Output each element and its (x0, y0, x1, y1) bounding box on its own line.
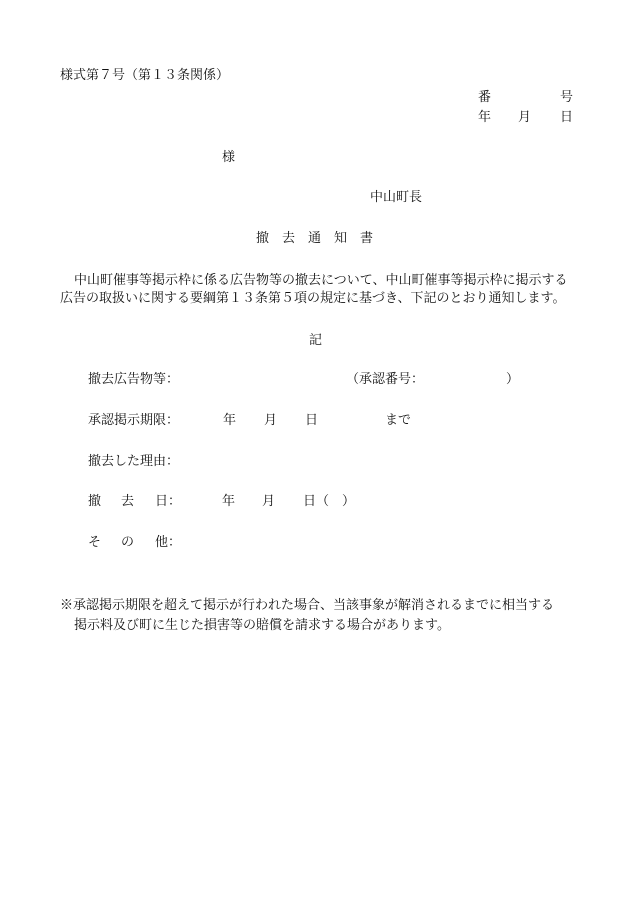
item-deadline-until: まで (385, 413, 412, 428)
ki-heading: 記 (309, 333, 323, 348)
item-removal-reason-label: 撤去した理由： (88, 454, 180, 469)
document-title: 撤 去 通 知 書 (256, 231, 374, 246)
item-deadline-year: 年 (223, 413, 237, 428)
item-removal-date-label-b: 去 (121, 494, 135, 509)
item-deadline-day: 日 (305, 413, 319, 428)
date-year: 年 (478, 110, 492, 125)
item-removal-year: 年 (222, 494, 236, 509)
item-deadline-month: 月 (264, 413, 278, 428)
number-suffix: 号 (560, 90, 574, 105)
item-approval-deadline-label: 承認掲示期限： (88, 413, 180, 428)
item-other-label-a: そ (88, 535, 102, 550)
item-removal-month: 月 (262, 494, 276, 509)
item-other-label-b: の (121, 535, 135, 550)
addressee-suffix: 様 (222, 150, 236, 165)
date-day: 日 (560, 110, 574, 125)
notice-line-1: ※承認掲示期限を超えて掲示が行われた場合、当該事象が解消されるまでに相当する (60, 598, 555, 613)
item-approval-number-close: ） (506, 372, 520, 387)
item-removal-day: 日（ ） (303, 494, 356, 509)
body-paragraph: 中山町催事等掲示枠に係る広告物等の撤去について、中山町催事等掲示枠に掲示する広告の取扱いに関する要綱第１３条第５項の規定に基づき、下記のとおり通知します。 (60, 273, 568, 306)
item-removal-date-label-c: 日： (155, 494, 182, 509)
form-label: 様式第７号（第１３条関係） (60, 68, 230, 83)
item-removed-ads-label: 撤去広告物等： (88, 372, 180, 387)
item-other-label-c: 他： (155, 535, 182, 550)
number-prefix: 番 (478, 90, 492, 105)
date-month: 月 (518, 110, 532, 125)
issuer: 中山町長 (370, 190, 423, 205)
notice-block (60, 596, 580, 636)
item-removal-date-label-a: 撤 (88, 494, 102, 509)
notice-line-2: 掲示料及び町に生じた損害等の賠償を請求する場合があります。 (74, 618, 450, 633)
item-approval-number-open: （承認番号： (346, 372, 425, 387)
